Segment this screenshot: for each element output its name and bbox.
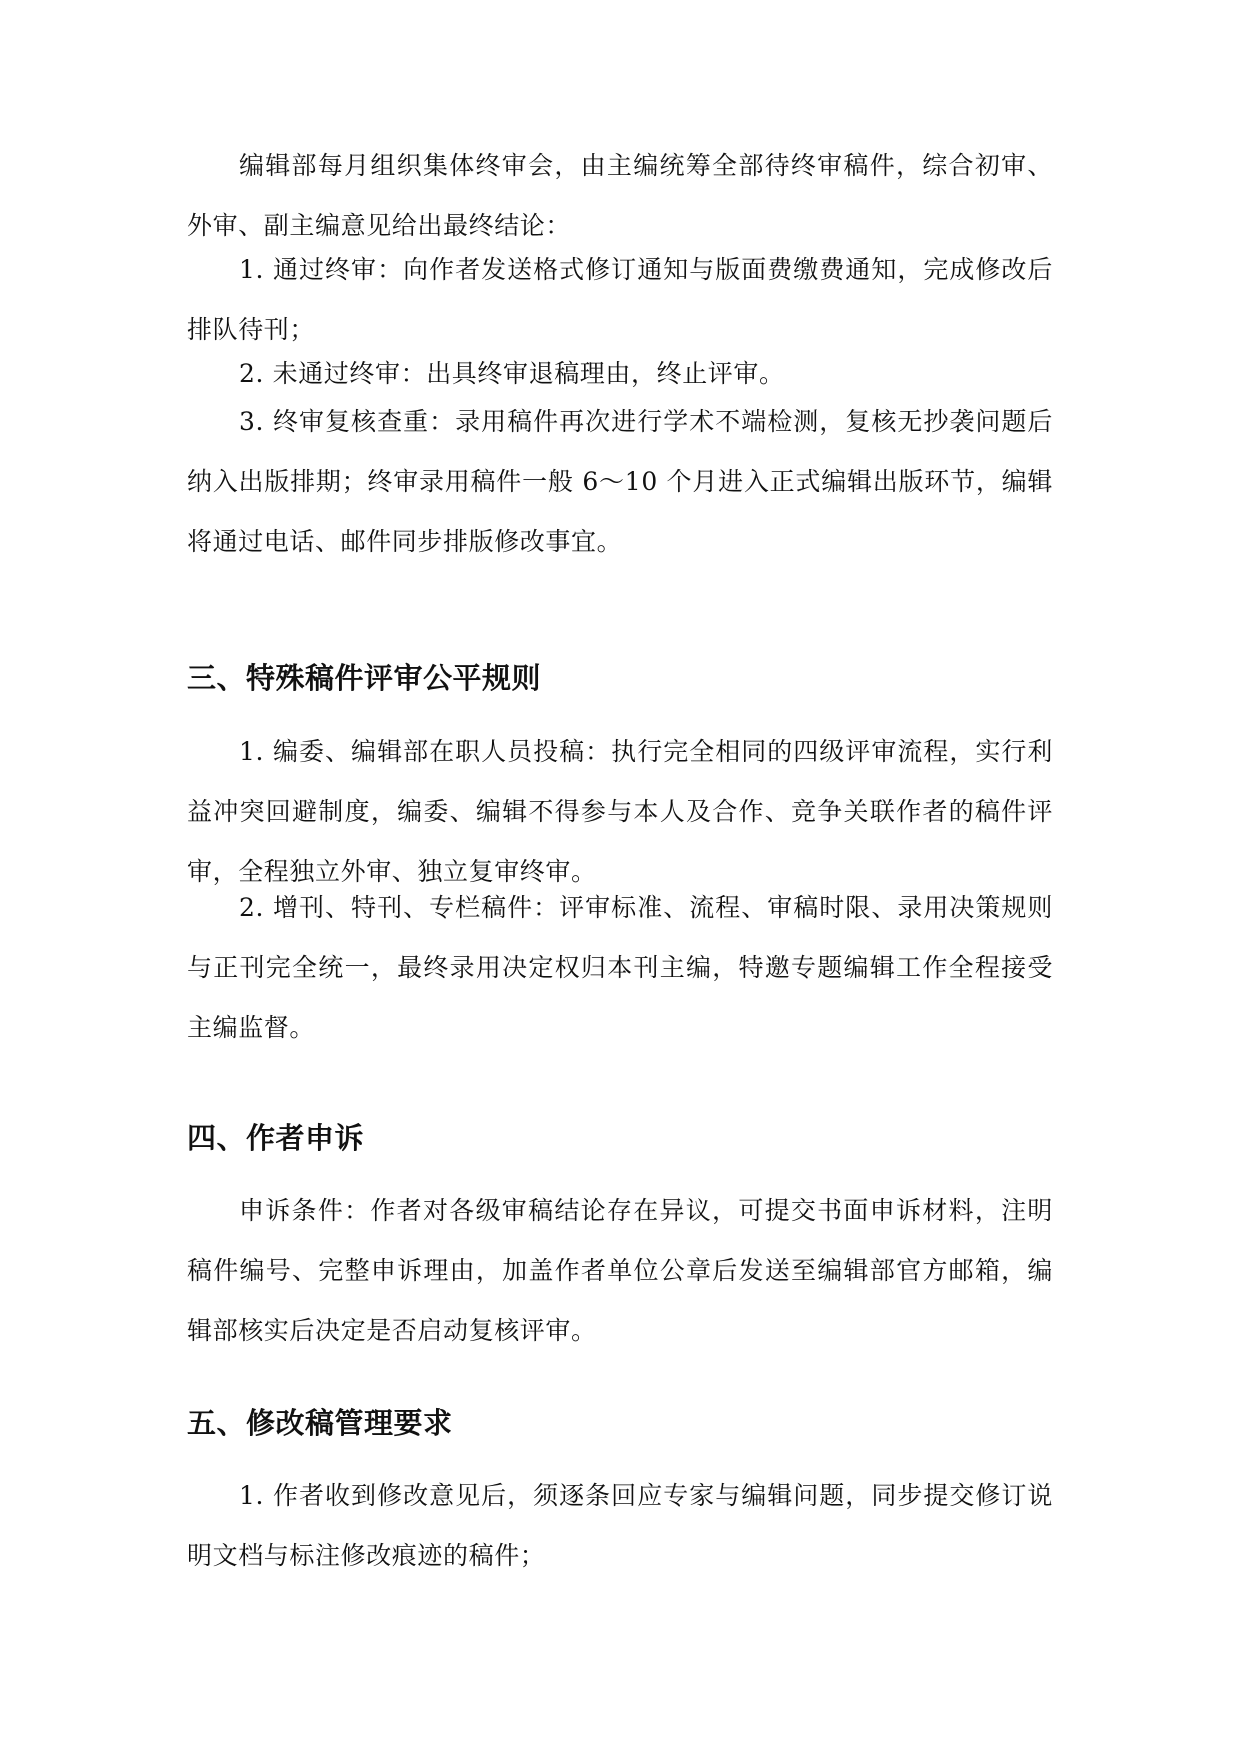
final-review-item-3: 3. 终审复核查重：录用稿件再次进行学术不端检测，复核无抄袭问题后纳入出版排期；终审录用稿件一般 6～10 个月进入正式编辑出版环节，编辑将通过电话、邮件同步排版修改事宜。 <box>187 407 1053 556</box>
final-review-item-2: 2. 未通过终审：出具终审退稿理由，终止评审。 <box>239 359 785 388</box>
revision-management-item-1: 1. 作者收到修改意见后，须逐条回应专家与编辑问题，同步提交修订说明文档与标注修改痕迹的稿件； <box>187 1481 1053 1570</box>
section-3-heading: 三、特殊稿件评审公平规则 <box>187 661 542 695</box>
final-review-intro-paragraph: 编辑部每月组织集体终审会，由主编统筹全部待终审稿件，综合初审、外审、副主编意见给出最终结论： <box>187 151 1053 240</box>
author-appeal-paragraph: 申诉条件：作者对各级审稿结论存在异议，可提交书面申诉材料，注明稿件编号、完整申诉理由，加盖作者单位公章后发送至编辑部官方邮箱，编辑部核实后决定是否启动复核评审。 <box>187 1196 1053 1345</box>
special-manuscript-item-1: 1. 编委、编辑部在职人员投稿：执行完全相同的四级评审流程，实行利益冲突回避制度，编委、编辑不得参与本人及合作、竞争关联作者的稿件评审，全程独立外审、独立复审终审。 <box>187 737 1053 886</box>
section-4-heading: 四、作者申诉 <box>187 1121 365 1155</box>
final-review-item-1: 1. 通过终审：向作者发送格式修订通知与版面费缴费通知，完成修改后排队待刊； <box>187 255 1053 344</box>
special-manuscript-item-2: 2. 增刊、特刊、专栏稿件：评审标准、流程、审稿时限、录用决策规则与正刊完全统一，最终录用决定权归本刊主编，特邀专题编辑工作全程接受主编监督。 <box>187 893 1053 1042</box>
section-5-heading: 五、修改稿管理要求 <box>187 1406 453 1440</box>
